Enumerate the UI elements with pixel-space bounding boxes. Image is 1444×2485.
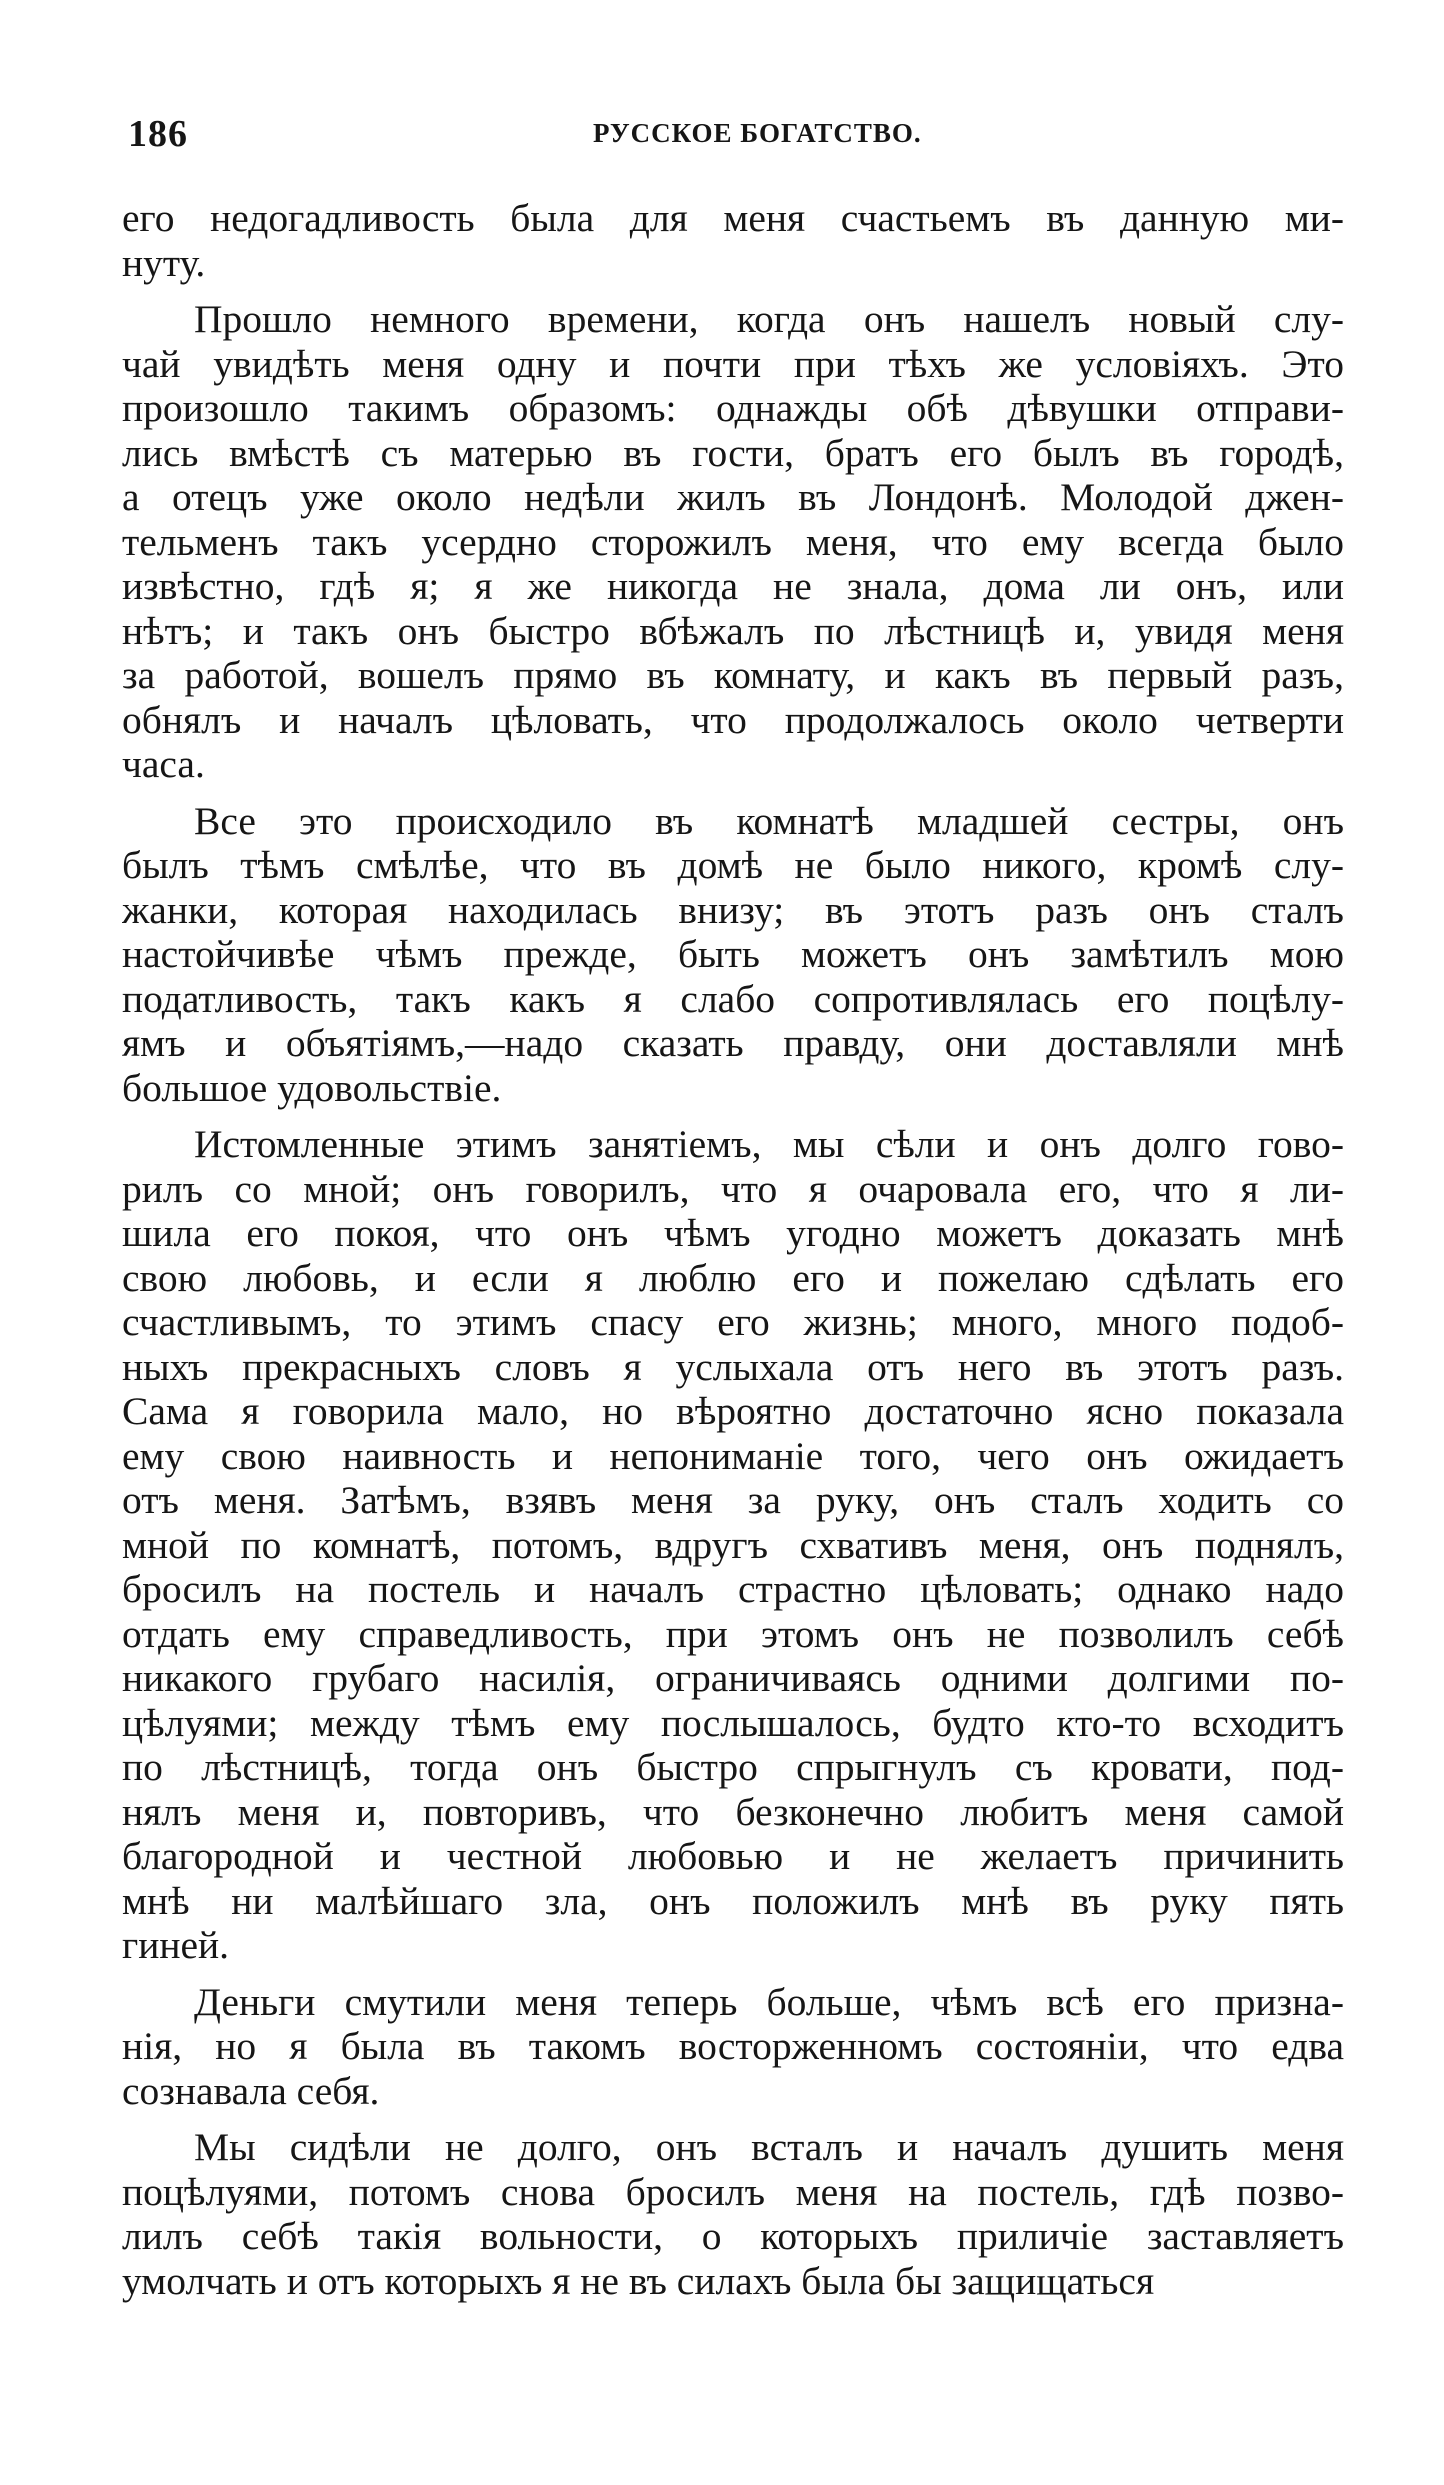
text-line: нѣтъ; и такъ онъ быстро вбѣжалъ по лѣстницѣ и, увидя меня (122, 608, 1344, 653)
text-line: его недогадливость была для меня счастьемъ въ данную ми- (122, 196, 1344, 240)
text-line: тельменъ такъ усердно сторожилъ меня, что ему всегда было (122, 519, 1344, 564)
paragraph (122, 1980, 1344, 2114)
text-line: за работой, вошелъ прямо въ комнату, и какъ въ первый разъ, (122, 653, 1344, 697)
text-line: гиней. (122, 1923, 230, 1967)
text-line: былъ тѣмъ смѣлѣе, что въ домѣ не было никого, кромѣ слу- (122, 843, 1344, 887)
paragraph (122, 297, 1344, 787)
paragraph (122, 799, 1344, 1111)
paragraph (122, 2125, 1344, 2303)
text-line: нуту. (122, 240, 206, 285)
text-line: никакого грубаго насилія, ограничиваясь одними долгими по- (122, 1656, 1344, 1700)
page-number: 186 (128, 113, 188, 155)
text-line: Все это происходило въ комнатѣ младшей сестры, онъ (194, 798, 1344, 843)
text-line: поцѣлуями, потомъ снова бросилъ меня на постель, гдѣ позво- (122, 2169, 1344, 2214)
paragraph (122, 196, 1344, 285)
text-line: Прошло немного времени, когда онъ нашелъ новый слу- (194, 297, 1344, 341)
body-text (122, 196, 1344, 2315)
text-line: Деньги смутили меня теперь больше, чѣмъ всѣ его призна- (194, 1979, 1344, 2024)
text-line: ямъ и объятіямъ,—надо сказать правду, они доставляли мнѣ (122, 1021, 1344, 1065)
text-line: мной по комнатѣ, потомъ, вдругъ схвативъ меня, онъ поднялъ, (122, 1522, 1344, 1567)
text-line: извѣстно, гдѣ я; я же никогда не знала, дома ли онъ, или (122, 564, 1344, 608)
running-header (128, 112, 1338, 160)
text-line: а отецъ уже около недѣли жилъ въ Лондонѣ. Молодой джен- (122, 475, 1344, 519)
text-line: податливость, такъ какъ я слабо сопротивлялась его поцѣлу- (122, 976, 1344, 1021)
text-line: часа. (122, 742, 205, 786)
text-line: лись вмѣстѣ съ матерью въ гости, братъ его былъ въ городѣ, (122, 430, 1344, 475)
text-line: Мы сидѣли не долго, онъ всталъ и началъ душить меня (194, 2125, 1344, 2169)
text-line: большое удовольствіе. (122, 1065, 502, 1110)
text-line: произошло такимъ образомъ: однажды обѣ дѣвушки отправи- (122, 386, 1344, 430)
text-line: жанки, которая находилась внизу; въ этотъ разъ онъ сталъ (122, 887, 1344, 932)
text-line: счастливымъ, то этимъ спасу его жизнь; много, много подоб- (122, 1300, 1344, 1344)
text-line: ему свою наивность и непониманіе того, чего онъ ожидаетъ (122, 1433, 1344, 1478)
text-line: чай увидѣть меня одну и почти при тѣхъ же условіяхъ. Это (122, 341, 1344, 386)
text-line: свою любовь, и если я люблю его и пожелаю сдѣлать его (122, 1255, 1344, 1300)
text-line: ныхъ прекрасныхъ словъ я услыхала отъ него въ этотъ разъ. (122, 1344, 1344, 1389)
text-line: Сама я говорила мало, но вѣроятно достаточно ясно показала (122, 1389, 1344, 1433)
text-line: бросилъ на постель и началъ страстно цѣловать; однако надо (122, 1567, 1344, 1611)
text-line: шила его покоя, что онъ чѣмъ угодно можетъ доказать мнѣ (122, 1211, 1344, 1255)
journal-title: РУССКОЕ БОГАТСТВО. (593, 118, 922, 148)
text-line: по лѣстницѣ, тогда онъ быстро спрыгнулъ съ кровати, под- (122, 1745, 1344, 1789)
text-line: цѣлуями; между тѣмъ ему послышалось, будто кто-то всходитъ (122, 1700, 1344, 1745)
paragraph (122, 1122, 1344, 1968)
text-line: отъ меня. Затѣмъ, взявъ меня за руку, онъ сталъ ходить со (122, 1478, 1344, 1522)
text-line: нія, но я была въ такомъ восторженномъ состояніи, что едва (122, 2024, 1344, 2068)
text-line: лилъ себѣ такія вольности, о которыхъ приличіе заставляетъ (122, 2214, 1344, 2258)
text-line: нялъ меня и, повторивъ, что безконечно любитъ меня самой (122, 1789, 1344, 1834)
text-line: настойчивѣе чѣмъ прежде, быть можетъ онъ замѣтилъ мою (122, 932, 1344, 976)
text-line: мнѣ ни малѣйшаго зла, онъ положилъ мнѣ въ руку пять (122, 1878, 1344, 1923)
text-line: Истомленные этимъ занятіемъ, мы сѣли и онъ долго гово- (194, 1122, 1344, 1166)
text-line: благородной и честной любовью и не желаетъ причинить (122, 1834, 1344, 1878)
text-line: умолчать и отъ которыхъ я не въ силахъ была бы защищаться (122, 2258, 1155, 2303)
text-line: рилъ со мной; онъ говорилъ, что я очаровала его, что я ли- (122, 1166, 1344, 1211)
text-line: отдать ему справедливость, при этомъ онъ не позволилъ себѣ (122, 1611, 1344, 1656)
text-line: обнялъ и началъ цѣловать, что продолжалось около четверти (122, 697, 1344, 742)
text-line: сознавала себя. (122, 2068, 380, 2113)
